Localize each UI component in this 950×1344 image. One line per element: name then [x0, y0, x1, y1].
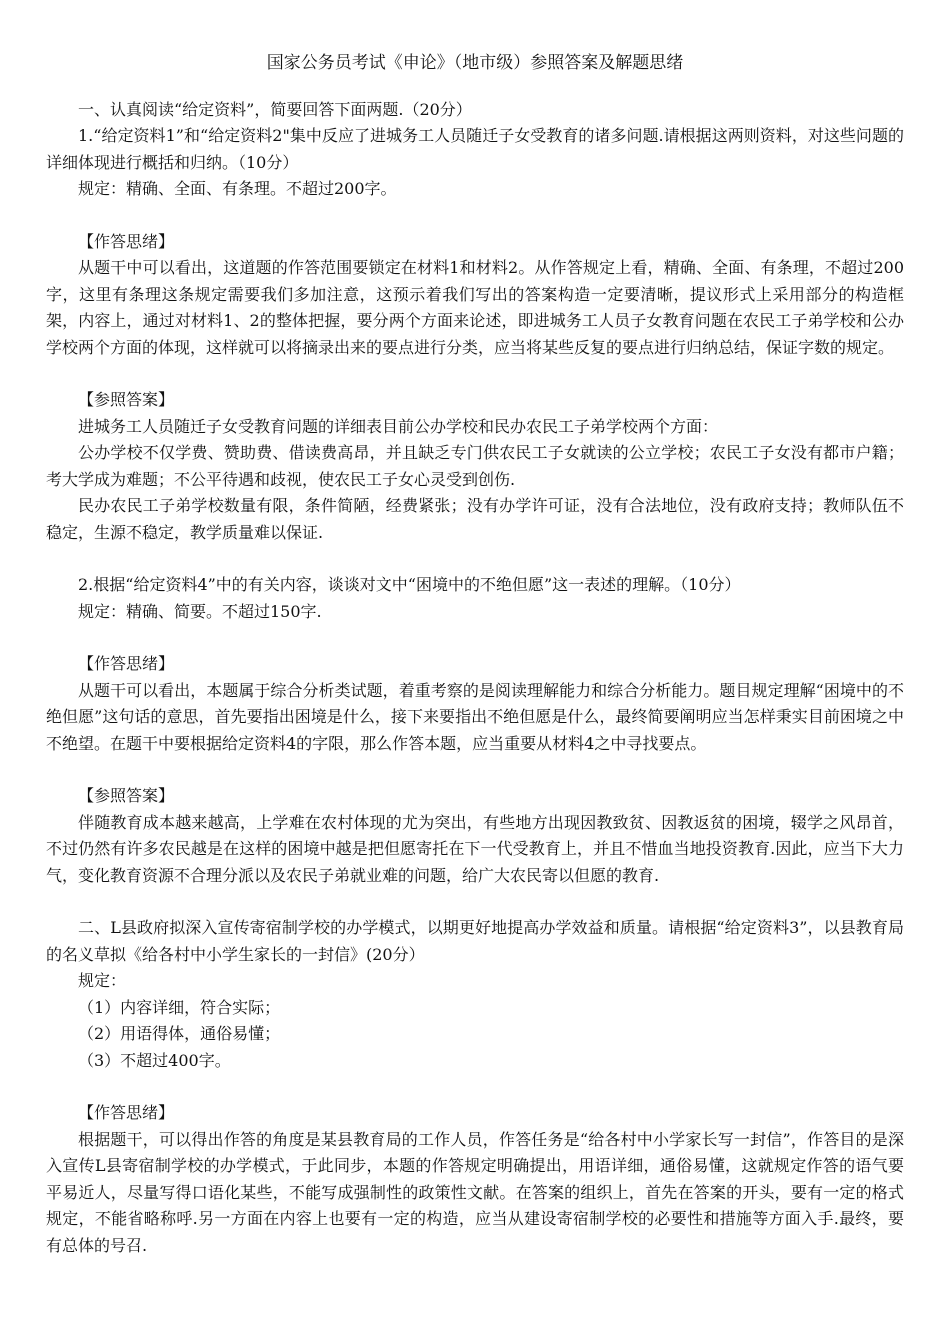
q1-answer-label: 【参照答案】 — [78, 390, 175, 409]
q2-thinking-label: 【作答思绪】 — [78, 654, 175, 673]
q3-heading: 二、L县政府拟深入宣传寄宿制学校的办学模式，以期更好地提高办学效益和质量。请根据“给定资料3”，以县教育局的名义草拟《给各村中小学生家长的一封信》(20分） — [46, 918, 904, 964]
q1-subquestion: 1.“给定资料1”和“给定资料2"集中反应了进城务工人员随迁子女受教育的诸多问题.请根据这两则资料，对这些问题的详细体现进行概括和归纳。（10分） — [46, 126, 904, 172]
q2-requirement: 规定：精确、简要。不超过150字. — [78, 601, 322, 621]
q2-answer-text: 伴随教育成本越来越高，上学难在农村体现的尤为突出，有些地方出现因教致贫、因教返贫的困境，辍学之风昂首，不过仍然有许多农民越是在这样的困境中越是把但愿寄托在下一代受教育上，并且不惜血当地投资教育.因此，应当下大力气，变化教育资源不合理分派以及农民子弟就业难的问题，给广大农民寄以但愿的教育. — [46, 812, 904, 885]
q3-requirement-2: （2）用语得体，通俗易懂； — [78, 1024, 281, 1043]
q2-answer-label: 【参照答案】 — [78, 786, 175, 805]
q3-thinking-label: 【作答思绪】 — [78, 1103, 175, 1122]
q1-thinking-label: 【作答思绪】 — [78, 231, 175, 251]
q3-requirement-3: （3）不超过400字。 — [78, 1050, 231, 1070]
document-title: 国家公务员考试《申论》（地市级）参照答案及解题思绪 — [266, 53, 684, 73]
q3-requirement-1: （1）内容详细，符合实际； — [78, 997, 281, 1017]
q1-answer-public-schools: 公办学校不仅学费、赞助费、借读费高昂，并且缺乏专门供农民工子女就读的公立学校；农民工子女没有都市户籍；考大学成为难题；不公平待遇和歧视，使农民工子女心灵受到创伤. — [46, 443, 904, 489]
q1-requirement: 规定：精确、全面、有条理。不超过200字。 — [78, 179, 397, 198]
q2-thinking-text: 从题干可以看出，本题属于综合分析类试题，着重考察的是阅读理解能力和综合分析能力。题目规定理解“困境中的不绝但愿”这句话的意思，首先要指出困境是什么，接下来要指出不绝但愿是什么，最终简要阐明应当怎样秉实目前困境之中不绝望。在题干中要根据给定资料4的字限，那么作答本题，应当重要从材料4之中寻找要点。 — [46, 680, 904, 753]
q1-heading: 一、认真阅读“给定资料”，简要回答下面两题.（20分） — [78, 99, 472, 119]
q1-thinking-text: 从题干中可以看出，这道题的作答范围要锁定在材料1和材料2。从作答规定上看，精确、全面、有条理，不超过200字，这里有条理这条规定需要我们多加注意，这预示着我们写出的答案构造一定要清晰，提议形式上采用部分的构造框架，内容上，通过对材料1、2的整体把握，要分两个方面来论述，即进城务工人员子女教育问题在农民工子弟学校和公办学校两个方面的体现，这样就可以将摘录出来的要点进行分类，应当将某些反复的要点进行归纳总结，保证字数的规定。 — [46, 258, 904, 357]
q3-requirement-label: 规定： — [78, 971, 127, 990]
q1-answer-private-schools: 民办农民工子弟学校数量有限，条件简陋，经费紧张；没有办学许可证，没有合法地位，没有政府支持；教师队伍不稳定，生源不稳定，教学质量难以保证. — [46, 496, 904, 542]
q1-answer-intro: 进城务工人员随迁子女受教育问题的详细表目前公办学校和民办农民工子弟学校两个方面： — [78, 416, 719, 436]
q3-thinking-text: 根据题干，可以得出作答的角度是某县教育局的工作人员，作答任务是“给各村中小学家长写一封信”，作答目的是深入宣传L县寄宿制学校的办学模式，于此同步，本题的作答规定明确提出，用语详细，通俗易懂，这就规定作答的语气要平易近人，尽量写得口语化某些，不能写成强制性的政策性文献。在答案的组织上，首先在答案的开头，要有一定的格式规定，不能省略称呼.另一方面在内容上也要有一定的构造，应当从建设寄宿制学校的必要性和措施等方面入手.最终，要有总体的号召. — [46, 1129, 904, 1255]
q2-subquestion: 2.根据“给定资料4”中的有关内容，谈谈对文中“困境中的不绝但愿”这一表述的理解。（10分） — [78, 575, 741, 594]
